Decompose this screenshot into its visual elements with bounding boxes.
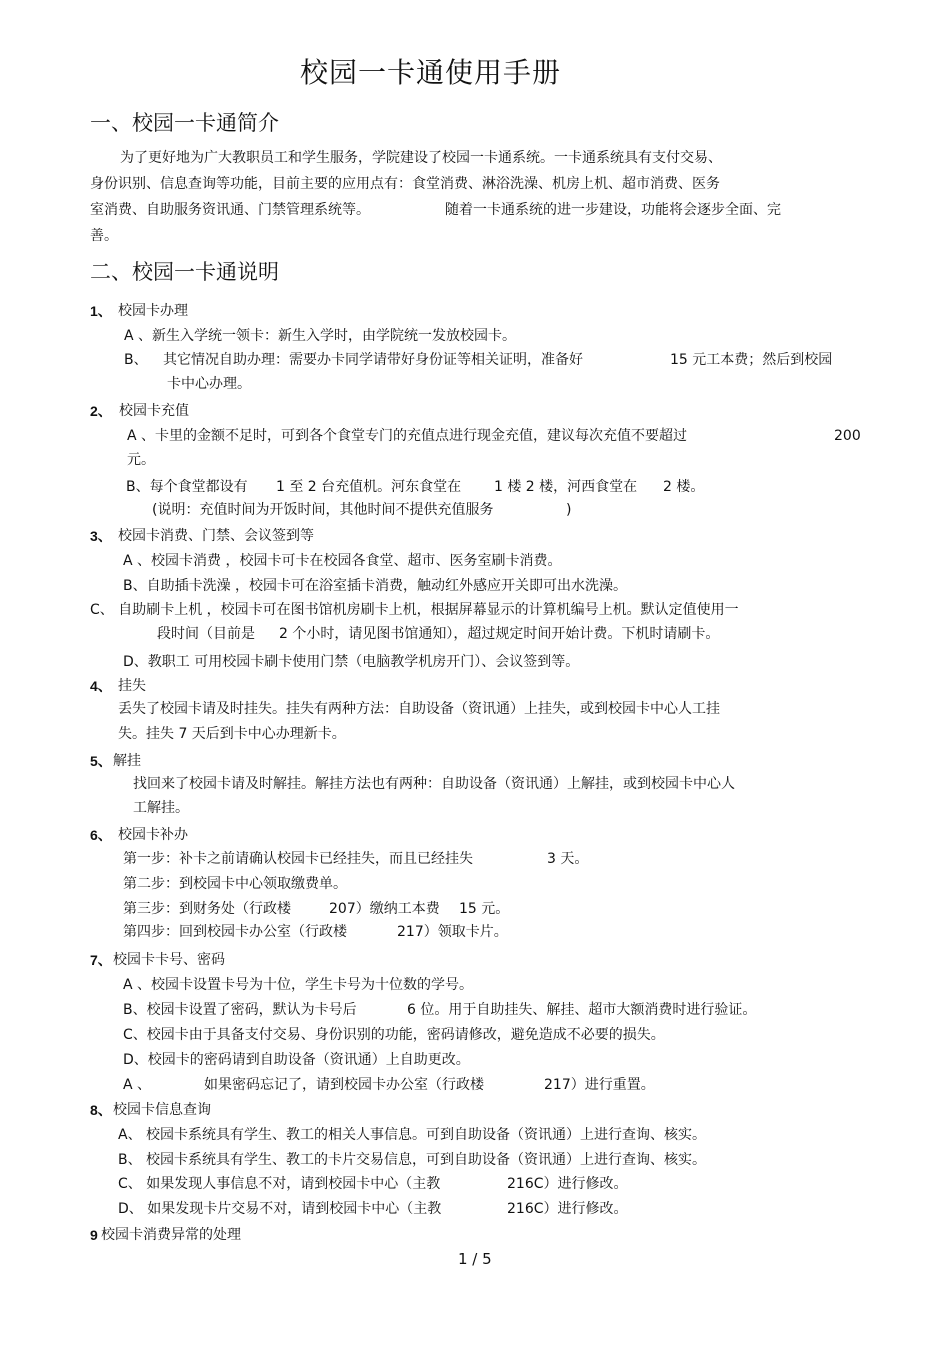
item-1-b-label: B、 (124, 352, 148, 368)
item-8-d: D、 如果发现卡片交易不对，请到校园卡中心（主教 (118, 1201, 442, 1217)
item-4-line-2: 失。挂失 7 天后到卡中心办理新卡。 (118, 726, 346, 742)
item-4-title: 挂失 (118, 678, 146, 694)
intro-line-4: 善。 (90, 228, 118, 244)
document-title: 校园一卡通使用手册 (300, 56, 562, 89)
item-7-c: C、校园卡由于具备支付交易、身份识别的功能，密码请修改，避免造成不必要的损失。 (123, 1027, 665, 1043)
item-2-a-amount: 200 (834, 428, 861, 444)
item-1-b-fee: 15 元工本费；然后到校园 (670, 352, 833, 368)
item-4-number: 4、 (90, 678, 112, 694)
item-2-number: 2、 (90, 403, 112, 419)
item-8-d-room: 216C）进行修改。 (507, 1201, 628, 1217)
item-7-e-label: A 、 (123, 1077, 152, 1093)
page-number: 1 / 5 (458, 1250, 492, 1268)
item-3-d: D、教职工 可用校园卡刷卡使用门禁（电脑教学机房开门）、会议签到等。 (123, 654, 580, 670)
item-6-step-3-room: 207）缴纳工本费 (329, 901, 440, 917)
intro-line-3a: 室消费、自助服务资讯通、门禁管理系统等。 (90, 202, 370, 218)
item-5-line-1: 找回来了校园卡请及时解挂。解挂方法也有两种：自助设备（资讯通）上解挂，或到校园卡中心人 (133, 776, 735, 792)
item-3-c-cont: 段时间（目前是 (157, 626, 255, 642)
item-3-number: 3、 (90, 528, 112, 544)
item-7-b: B、校园卡设置了密码，默认为卡号后 (123, 1002, 357, 1018)
item-3-b: B、自助插卡洗澡 ，校园卡可在浴室插卡消费，触动红外感应开关即可出水洗澡。 (123, 578, 628, 594)
item-5-number: 5、 (90, 753, 112, 769)
item-6-step-1: 第一步：补卡之前请确认校园卡已经挂失，而且已经挂失 (123, 851, 473, 867)
item-3-a: A 、校园卡消费 ，校园卡可卡在校园各食堂、超市、医务室刷卡消费。 (123, 553, 562, 569)
item-9-number: 9 (90, 1227, 98, 1243)
item-1-a: A 、新生入学统一领卡：新生入学时，由学院统一发放校园卡。 (124, 328, 517, 344)
item-3-title: 校园卡消费、门禁、会议签到等 (118, 528, 314, 544)
item-6-step-4: 第四步：回到校园卡办公室（行政楼 (123, 924, 347, 940)
item-2-a-cont: 元。 (127, 452, 155, 468)
item-2-b-4: 2 楼。 (663, 479, 705, 495)
item-2-a: A 、卡里的金额不足时，可到各个食堂专门的充值点进行现金充值，建议每次充值不要超过 (127, 428, 688, 444)
item-8-title: 校园卡信息查询 (113, 1102, 211, 1118)
item-3-c-cont-2: 2 个小时，请见图书馆通知），超过规定时间开始计费。下机时请刷卡。 (279, 626, 720, 642)
intro-line-2: 身份识别、信息查询等功能，目前主要的应用点有：食堂消费、淋浴洗澡、机房上机、超市消费、医务 (90, 176, 720, 192)
item-6-step-3: 第三步：到财务处（行政楼 (123, 901, 291, 917)
item-8-c-room: 216C）进行修改。 (507, 1176, 628, 1192)
item-6-step-3-fee: 15 元。 (459, 901, 510, 917)
section-1-heading: 一、校园一卡通简介 (90, 111, 279, 135)
item-1-title: 校园卡办理 (118, 303, 188, 319)
item-7-e-room: 217）进行重置。 (544, 1077, 655, 1093)
item-2-title: 校园卡充值 (119, 403, 189, 419)
item-7-d: D、校园卡的密码请到自助设备（资讯通）上自助更改。 (123, 1052, 470, 1068)
item-6-number: 6、 (90, 827, 112, 843)
item-2-b-2: 1 至 2 台充值机。河东食堂在 (276, 479, 462, 495)
item-2-b-1: B、每个食堂都设有 (126, 479, 248, 495)
item-7-b-cont: 6 位。用于自助挂失、解挂、超市大额消费时进行验证。 (407, 1002, 757, 1018)
item-6-step-1-days: 3 天。 (547, 851, 589, 867)
item-8-c: C、 如果发现人事信息不对，请到校园卡中心（主教 (118, 1176, 441, 1192)
item-5-line-2: 工解挂。 (133, 800, 189, 816)
item-7-e-text: 如果密码忘记了，请到校园卡办公室（行政楼 (204, 1077, 484, 1093)
item-8-number: 8、 (90, 1102, 112, 1118)
item-2-note-close: ) (566, 502, 572, 518)
item-8-b: B、 校园卡系统具有学生、教工的卡片交易信息，可到自助设备（资讯通）上进行查询、核实。 (118, 1152, 707, 1168)
item-6-step-4-room: 217）领取卡片。 (397, 924, 508, 940)
item-1-b-text: 其它情况自助办理：需要办卡同学请带好身份证等相关证明，准备好 (163, 352, 583, 368)
item-6-title: 校园卡补办 (118, 827, 188, 843)
item-8-a: A、 校园卡系统具有学生、教工的相关人事信息。可到自助设备（资讯通）上进行查询、核实。 (118, 1127, 707, 1143)
item-3-c: C、 自助刷卡上机 ，校园卡可在图书馆机房刷卡上机，根据屏幕显示的计算机编号上机。默认定值使用一 (90, 602, 739, 618)
item-6-step-2: 第二步：到校园卡中心领取缴费单。 (123, 876, 347, 892)
item-4-line-1: 丢失了校园卡请及时挂失。挂失有两种方法：自助设备（资讯通）上挂失，或到校园卡中心人工挂 (118, 701, 720, 717)
item-2-b-3: 1 楼 2 楼，河西食堂在 (494, 479, 638, 495)
intro-line-3b: 随着一卡通系统的进一步建设，功能将会逐步全面、完 (445, 202, 781, 218)
item-1-number: 1、 (90, 303, 112, 319)
item-5-title: 解挂 (113, 753, 141, 769)
section-2-heading: 二、校园一卡通说明 (90, 260, 279, 284)
item-7-a: A 、校园卡设置卡号为十位，学生卡号为十位数的学号。 (123, 977, 474, 993)
item-1-b-cont: 卡中心办理。 (167, 376, 251, 392)
item-7-title: 校园卡卡号、密码 (113, 952, 225, 968)
item-7-number: 7、 (90, 952, 112, 968)
item-9-title: 校园卡消费异常的处理 (101, 1227, 241, 1243)
intro-line-1: 为了更好地为广大教职员工和学生服务，学院建设了校园一卡通系统。一卡通系统具有支付交易、 (120, 150, 722, 166)
item-2-note: (说明：充值时间为开饭时间，其他时间不提供充值服务 (152, 502, 494, 518)
